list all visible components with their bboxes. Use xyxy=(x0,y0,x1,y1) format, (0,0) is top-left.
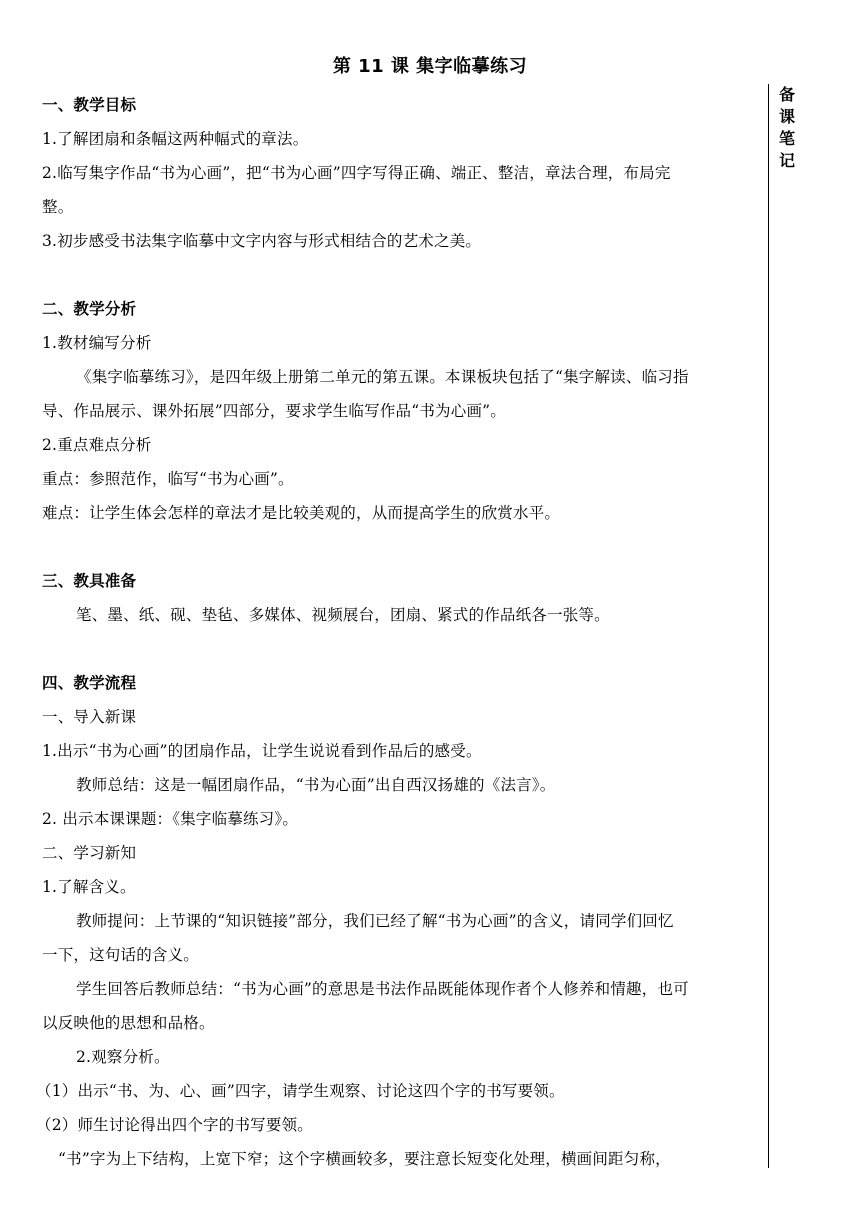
analysis-text-1: 《集字临摹练习》，是四年级上册第二单元的第五课。本课板块包括了“集字解读、临习指 xyxy=(76,368,689,386)
section-heading-process: 四、教学流程 xyxy=(42,674,137,692)
notes-divider-line xyxy=(768,84,769,1168)
process-step-2-7: “书”字为上下结构，上宽下窄；这个字横画较多，要注意长短变化处理，横画间距匀称， xyxy=(58,1150,671,1168)
process-step-1-2: 教师总结：这是一幅团扇作品，“书为心面”出自西汉扬雄的《法言》。 xyxy=(76,776,556,794)
analysis-sub-2: 2.重点难点分析 xyxy=(42,436,152,454)
side-notes-label xyxy=(776,84,798,172)
side-note-char: 课 xyxy=(778,107,795,126)
section-heading-goals: 一、教学目标 xyxy=(42,96,137,114)
side-note-char: 笔 xyxy=(778,129,795,148)
page-title: 第 11 课 集字临摹练习 xyxy=(332,56,528,77)
process-step-2-1: 1.了解含义。 xyxy=(42,878,136,896)
process-step-2-4: 2.观察分析。 xyxy=(76,1048,170,1066)
process-step-2-3-continued: 以反映他的思想和品格。 xyxy=(42,1014,215,1032)
process-part-1: 一、导入新课 xyxy=(42,708,137,726)
analysis-text-1-continued: 导、作品展示、课外拓展”四部分，要求学生临写作品“书为心画”。 xyxy=(42,402,506,420)
process-step-2-2-continued: 一下，这句话的含义。 xyxy=(42,946,200,964)
spacer xyxy=(42,258,764,292)
process-step-2-2: 教师提问：上节课的“知识链接”部分，我们已经了解“书为心画”的含义，请同学们回忆 xyxy=(76,912,674,930)
process-step-1-3: 2. 出示本课课题：《集字临摹练习》。 xyxy=(42,810,299,828)
process-step-2-3: 学生回答后教师总结：“书为心画”的意思是书法作品既能体现作者个人修养和情趣，也可 xyxy=(76,980,689,998)
goal-item-1: 1.了解团扇和条幅这两种幅式的章法。 xyxy=(42,130,309,148)
process-step-2-5: （1）出示“书、为、心、画”四字，请学生观察、讨论这四个字的书写要领。 xyxy=(36,1082,565,1100)
process-step-2-6: （2）师生讨论得出四个字的书写要领。 xyxy=(36,1116,313,1134)
process-step-1-1: 1.出示“书为心画”的团扇作品，让学生说说看到作品后的感受。 xyxy=(42,742,482,760)
goal-item-2-continued: 整。 xyxy=(42,198,74,216)
lesson-body xyxy=(36,88,764,1176)
analysis-sub-1: 1.教材编写分析 xyxy=(42,334,152,352)
section-heading-prep: 三、教具准备 xyxy=(42,572,137,590)
spacer xyxy=(42,530,764,564)
section-heading-analysis: 二、教学分析 xyxy=(42,300,137,318)
side-note-char: 记 xyxy=(778,151,795,170)
spacer xyxy=(42,632,764,666)
goal-item-3: 3.初步感受书法集字临摹中文字内容与形式相结合的艺术之美。 xyxy=(42,232,482,250)
prep-text: 笔、墨、纸、砚、垫毡、多媒体、视频展台，团扇、紧式的作品纸各一张等。 xyxy=(76,606,610,624)
analysis-key-point: 重点：参照范作，临写“书为心画”。 xyxy=(42,470,294,488)
goal-item-2: 2.临写集字作品“书为心画”，把“书为心画”四字写得正确、端正、整洁，章法合理，布局完 xyxy=(42,164,671,182)
side-note-char: 备 xyxy=(778,85,795,104)
process-part-2: 二、学习新知 xyxy=(42,844,137,862)
analysis-difficulty: 难点：让学生体会怎样的章法才是比较美观的，从而提高学生的欣赏水平。 xyxy=(42,504,561,522)
